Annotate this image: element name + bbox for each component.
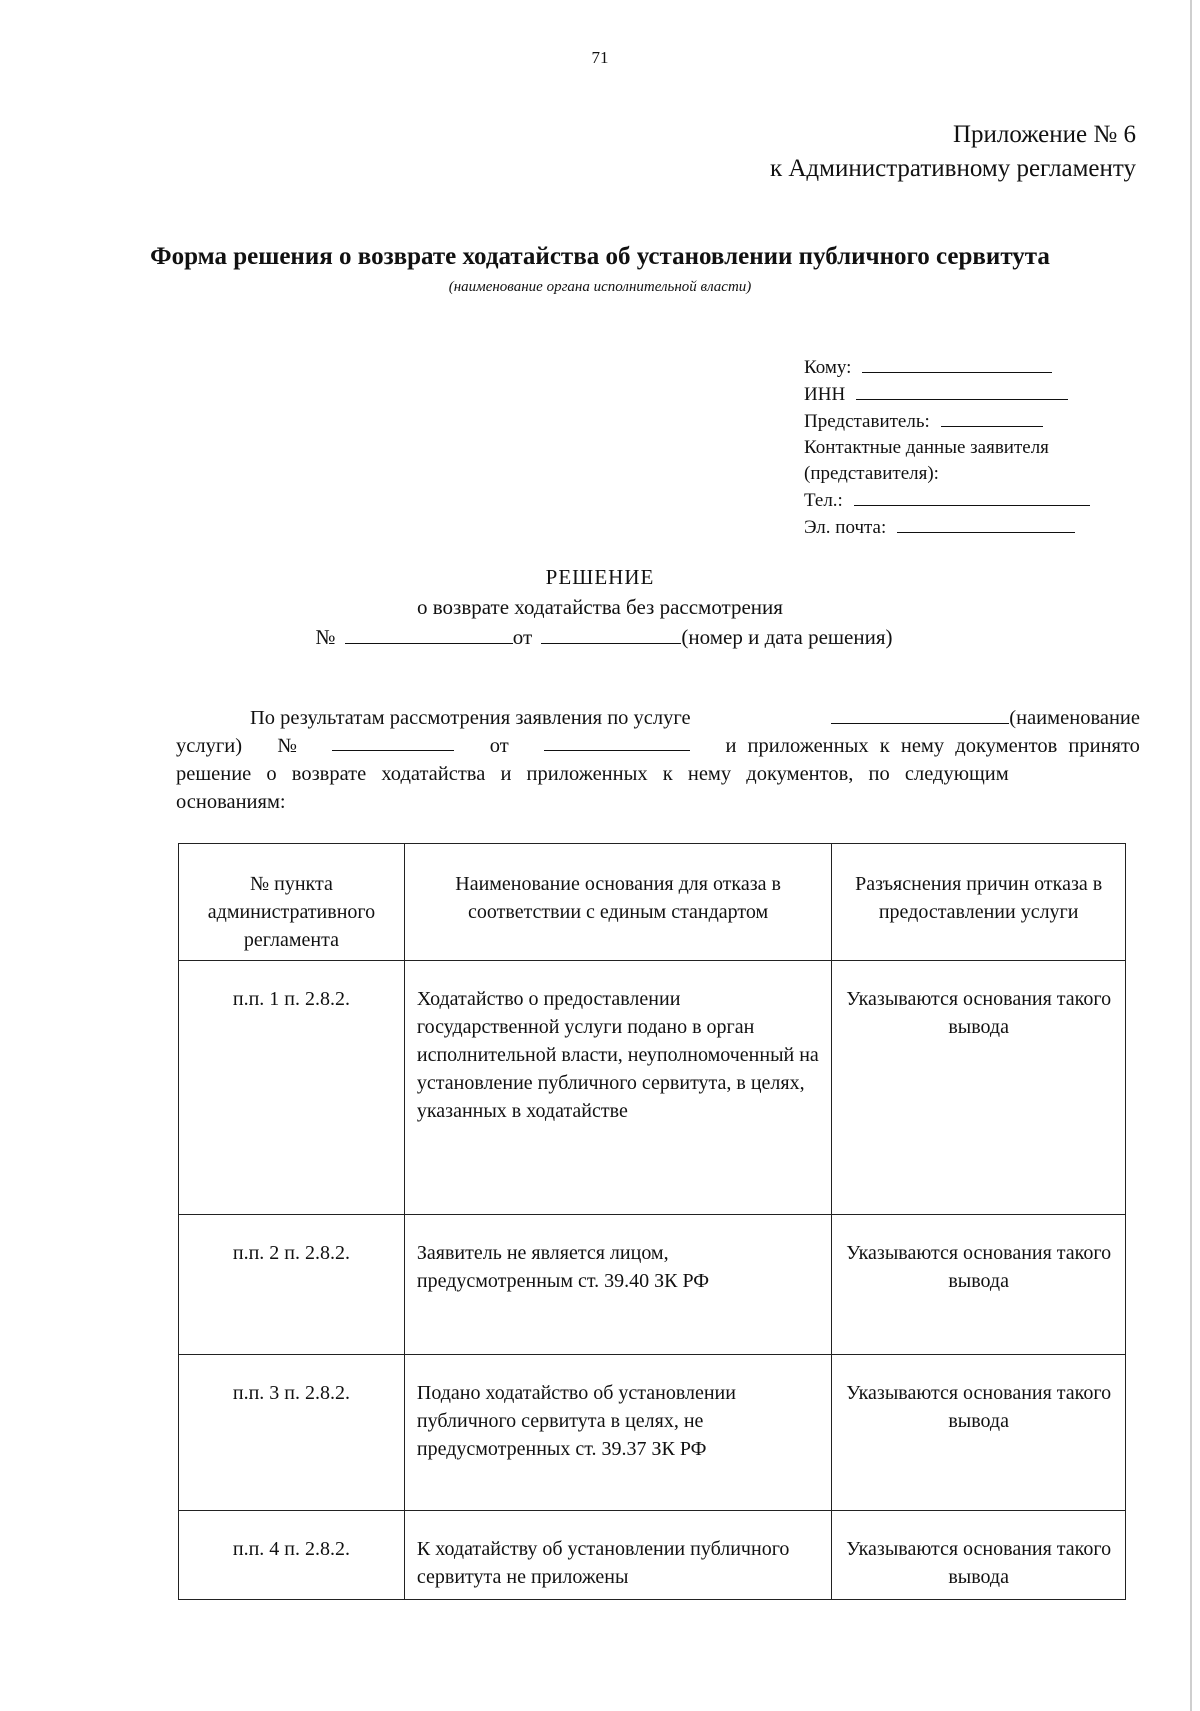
recipient-block bbox=[804, 354, 1090, 541]
body-line-4 bbox=[176, 788, 1140, 816]
header-explanation: Разъяснения причин отказа в предоставлении услуги bbox=[832, 844, 1126, 961]
decision-number-label: № bbox=[315, 625, 336, 649]
body-line-2-c: от bbox=[489, 735, 509, 757]
row-explanation: Указываются основания такого вывода bbox=[832, 1215, 1126, 1355]
recipient-rep-blank[interactable] bbox=[941, 408, 1043, 427]
refusal-reasons-table bbox=[178, 843, 1126, 1600]
document-title: Форма решения о возврате ходатайства об установлении публичного сервитута bbox=[150, 243, 1050, 270]
recipient-phone-label: Тел.: bbox=[804, 490, 843, 511]
decision-body bbox=[176, 704, 1140, 816]
body-line-2-a: услуги) bbox=[176, 735, 243, 757]
body-line-2-b: № bbox=[277, 735, 297, 757]
table-row bbox=[179, 1355, 1126, 1511]
recipient-phone-blank[interactable] bbox=[854, 487, 1090, 506]
recipient-email-blank[interactable] bbox=[897, 514, 1075, 533]
row-reason: К ходатайству об установлении публичного сервитута не приложены bbox=[404, 1511, 831, 1600]
recipient-to-row bbox=[804, 354, 1090, 381]
application-date-blank[interactable] bbox=[544, 732, 690, 751]
header-clause: № пункта административного регламента bbox=[179, 844, 405, 961]
body-line-3 bbox=[176, 760, 1140, 788]
table-row bbox=[179, 1215, 1126, 1355]
recipient-to-label: Кому: bbox=[804, 357, 852, 378]
table-row bbox=[179, 1511, 1126, 1600]
page-number: 71 bbox=[591, 48, 609, 67]
recipient-phone-row bbox=[804, 487, 1090, 514]
decision-number-note: (номер и дата решения) bbox=[681, 625, 893, 649]
table-header-row bbox=[179, 844, 1126, 961]
row-reason: Заявитель не является лицом, предусмотренным ст. 39.40 ЗК РФ bbox=[404, 1215, 831, 1355]
recipient-rep-label: Представитель: bbox=[804, 411, 930, 432]
service-name-blank[interactable] bbox=[831, 705, 1009, 724]
row-reason: Ходатайство о предоставлении государственной услуги подано в орган исполнительной власти, неуполномоченный на установление публичного сервитута, в целях, указанных в ходатайстве bbox=[404, 961, 831, 1215]
decision-date-blank[interactable] bbox=[541, 625, 681, 644]
application-number-blank[interactable] bbox=[332, 732, 454, 751]
body-line-1-text: По результатам рассмотрения заявления по услуге bbox=[250, 707, 691, 729]
decision-number-blank[interactable] bbox=[345, 625, 513, 644]
decision-title: РЕШЕНИЕ bbox=[545, 565, 655, 589]
body-line-2-d: и приложенных к нему документов принято bbox=[725, 735, 1140, 757]
recipient-rep-row bbox=[804, 408, 1090, 435]
decision-header bbox=[0, 562, 1200, 652]
recipient-inn-blank[interactable] bbox=[856, 381, 1068, 400]
decision-from-label: от bbox=[512, 625, 533, 649]
recipient-inn-label: ИНН bbox=[804, 384, 846, 405]
row-explanation: Указываются основания такого вывода bbox=[832, 1355, 1126, 1511]
body-line-4-text: основаниям: bbox=[176, 791, 286, 813]
appendix-note bbox=[770, 118, 1136, 186]
body-line-1 bbox=[176, 704, 1140, 732]
body-line-2 bbox=[176, 732, 1140, 760]
recipient-email-label: Эл. почта: bbox=[804, 517, 887, 538]
row-clause: п.п. 4 п. 2.8.2. bbox=[179, 1511, 405, 1600]
decision-subtitle: о возврате ходатайства без рассмотрения bbox=[417, 595, 783, 619]
appendix-line-1: Приложение № 6 bbox=[952, 121, 1136, 148]
decision-number-row bbox=[0, 622, 1200, 652]
row-reason: Подано ходатайство об установлении публичного сервитута в целях, не предусмотренных ст. 39.37 ЗК РФ bbox=[404, 1355, 831, 1511]
authority-name-hint: (наименование органа исполнительной власти) bbox=[448, 279, 752, 295]
row-explanation: Указываются основания такого вывода bbox=[832, 1511, 1126, 1600]
table-row bbox=[179, 961, 1126, 1215]
body-line-1-note: (наименование bbox=[1009, 707, 1140, 729]
recipient-to-blank[interactable] bbox=[862, 354, 1052, 373]
recipient-email-row bbox=[804, 514, 1090, 541]
row-clause: п.п. 1 п. 2.8.2. bbox=[179, 961, 405, 1215]
header-reason: Наименование основания для отказа в соответствии с единым стандартом bbox=[404, 844, 831, 961]
recipient-contacts-line2: (представителя): bbox=[804, 463, 939, 484]
row-explanation: Указываются основания такого вывода bbox=[832, 961, 1126, 1215]
body-line-1-tail bbox=[831, 704, 1140, 732]
recipient-contacts-line1: Контактные данные заявителя bbox=[804, 437, 1049, 458]
recipient-inn-row bbox=[804, 381, 1090, 408]
row-clause: п.п. 2 п. 2.8.2. bbox=[179, 1215, 405, 1355]
body-line-3-text: решение о возврате ходатайства и приложенных к нему документов, по следующим bbox=[176, 763, 1009, 785]
row-clause: п.п. 3 п. 2.8.2. bbox=[179, 1355, 405, 1511]
appendix-line-2: к Административному регламенту bbox=[769, 155, 1136, 182]
